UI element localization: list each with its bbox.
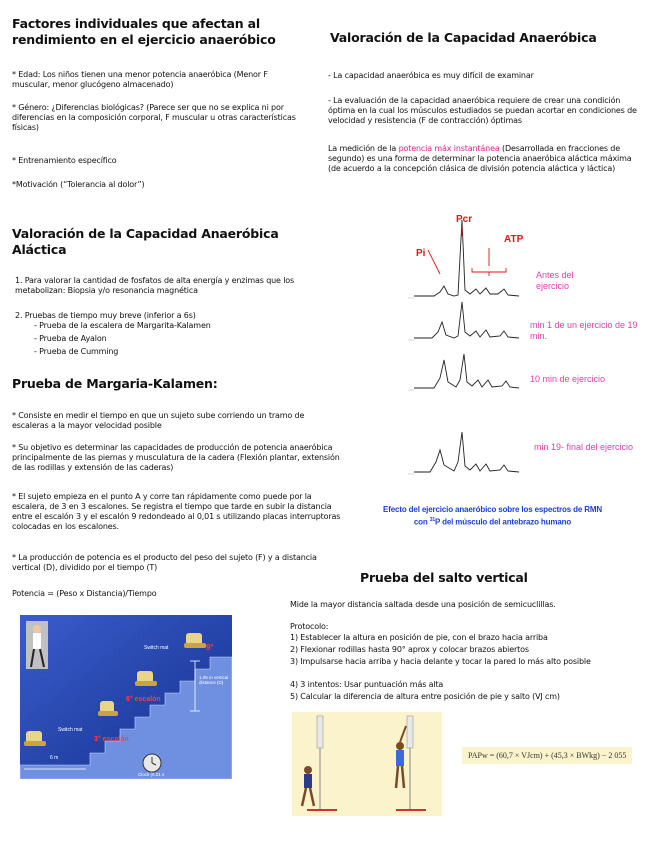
nmr-spectra-figure [404,210,644,490]
alactica-subitem: - Prueba de Ayalon [34,334,107,343]
factores-item-genero: * Género: ¿Diferencias biológicas? (Parece ser que no se explica ni por diferencias en la composición corporal, F muscular u otras características físicas) [12,103,296,132]
spectrum-1 [414,220,519,296]
atp-bracket [472,268,506,276]
pi-label: Pi [416,248,426,259]
floor-distance-label: 6 m [50,755,59,761]
factores-item-motivacion: *Motivación (“Tolerancia al dolor”) [12,180,145,189]
protocol-step: 2) Flexionar rodillas hasta 90° aprox y colocar brazos abiertos [290,645,529,654]
pcr-label: Pcr [456,214,473,225]
salto-intro: Mide la mayor distancia saltada desde una posición de semicuclillas. [290,600,556,609]
protocol-step: 5) Calcular la diferencia de altura entre posición de pie y salto (VJ cm) [290,692,560,701]
potencia-formula: Potencia = (Peso x Distancia)/Tiempo [12,589,157,598]
spectrum-label: 10 min de ejercicio [530,374,606,384]
runner-body [33,633,41,649]
nmr-caption-sup: 31 [429,517,435,523]
protocol-step: 1) Establecer la altura en posición de pie, con el brazo hacia arriba [290,633,548,642]
stair-label-9: 9° [206,643,214,652]
alactica-subitem: - Prueba de la escalera de Margarita-Kalamen [34,321,211,330]
factores-item-edad: * Edad: Los niños tienen una menor potencia anaeróbica (Menor F muscular, menor glucógeno almacenado) [12,70,268,89]
medicion-text-end: (Desarrollada en fracciones de segundo) es una forma de determinar la potencia anaeróbica aláctica máxima (de acuerdo a la concepción clásica de división potencia aláctica y láctica) [328,144,632,173]
vertical-jump-illustration [292,712,442,816]
margaria-item: * Consiste en medir el tiempo en que un sujeto sube corriendo un tramo de escaleras a la mayor velocidad posible [12,411,305,430]
protocol-step: 3) Impulsarse hacia arriba y hacia delante y tocar la pared lo más alto posible [290,657,591,666]
section-title-valoracion: Valoración de la Capacidad Anaeróbica [330,30,597,45]
margaria-stairs-figure [20,615,232,779]
margaria-item: * Su objetivo es determinar las capacidades de producción de potencia anaeróbica principalmente de las piernas y musculatura de la cadera (Flexión plantar, extensión de las rodillas y extensión de las caderas) [12,443,340,472]
switch-mat-label: Switch mat [58,727,83,733]
distance-label: 1.05 m vertical distance (D) [199,675,229,685]
spectrum-2 [414,302,519,338]
spectrum-label: min 19- final del ejercicio [534,442,634,452]
stair-label-6: 6° escalón [126,696,161,703]
protocol-title: Protocolo: [290,622,329,631]
medicion-text-start: La medición de la [328,144,399,153]
stair-label-3: 3° escalón [94,736,129,743]
protocol-step: 4) 3 intentos: Usar puntuación más alta [290,680,444,689]
valoracion-item: - La evaluación de la capacidad anaeróbica requiere de crear una condición óptima en la cual los músculos estudiados se puedan acortar en condiciones de velocidad y resistencia (F de contracción) óptimas [328,96,637,125]
section-title-margaria: Prueba de Margaria-Kalamen: [12,376,218,391]
switch-mat-label: Switch mat [144,645,169,651]
atp-label: ATP [504,234,524,245]
section-title-salto: Prueba del salto vertical [360,570,528,585]
nmr-caption [380,505,605,528]
medicion-highlight: potencia máx instantánea [398,144,500,153]
spectrum-label: min 1 de un ejercicio de 19 min. [530,320,638,341]
section-title-factores: Factores individuales que afectan al rendimiento en el ejercicio anaeróbico [12,16,276,47]
alactica-item-1: 1. Para valorar la cantidad de fosfatos de alta energía y enzimas que los metabolizan: Biopsia y/o resonancia magnética [15,276,295,295]
margaria-item: * La producción de potencia es el producto del peso del sujeto (F) y a distancia vertical (D), dividido por el tiempo (T) [12,553,317,572]
clock-label: Clock (0.01 s [138,772,165,777]
person-jump-icon [396,726,406,788]
spectrum-3 [414,354,519,388]
spectrum-label: Antes del ejercicio [536,270,574,291]
valoracion-medicion [328,144,638,174]
factores-item-entrenamiento: * Entrenamiento específico [12,156,117,165]
alactica-subitem: - Prueba de Cumming [34,347,119,356]
alactica-item-2: 2. Pruebas de tiempo muy breve (inferior a 6s) [15,311,196,320]
section-title-alactica: Valoración de la Capacidad Anaeróbica Aláctica [12,226,279,257]
papw-formula: PAPw = (60,7 × VJcm) + (45,3 × BWkg) − 2 055 [462,747,632,764]
margaria-item: * El sujeto empieza en el punto A y corre tan rápidamente como puede por la escalera, de 3 en 3 escalones. Se registra el tiempo que tarde en subir la distancia entre el escalón 3 y el escalón 9 redondeado al 0,01 s utilizando placas interruptoras colocadas en los escalones. [12,492,341,531]
vertical-jump-figure [292,712,442,816]
person-crouch-icon [302,766,314,806]
nmr-caption-a: Efecto del ejercicio anaeróbico sobre los espectros de RMN con [383,505,602,527]
spectrum-4 [414,432,519,472]
nmr-caption-b: P del músculo del antebrazo humano [435,517,572,527]
valoracion-item: - La capacidad anaeróbica es muy difícil de examinar [328,71,534,80]
runner-head [33,625,41,633]
